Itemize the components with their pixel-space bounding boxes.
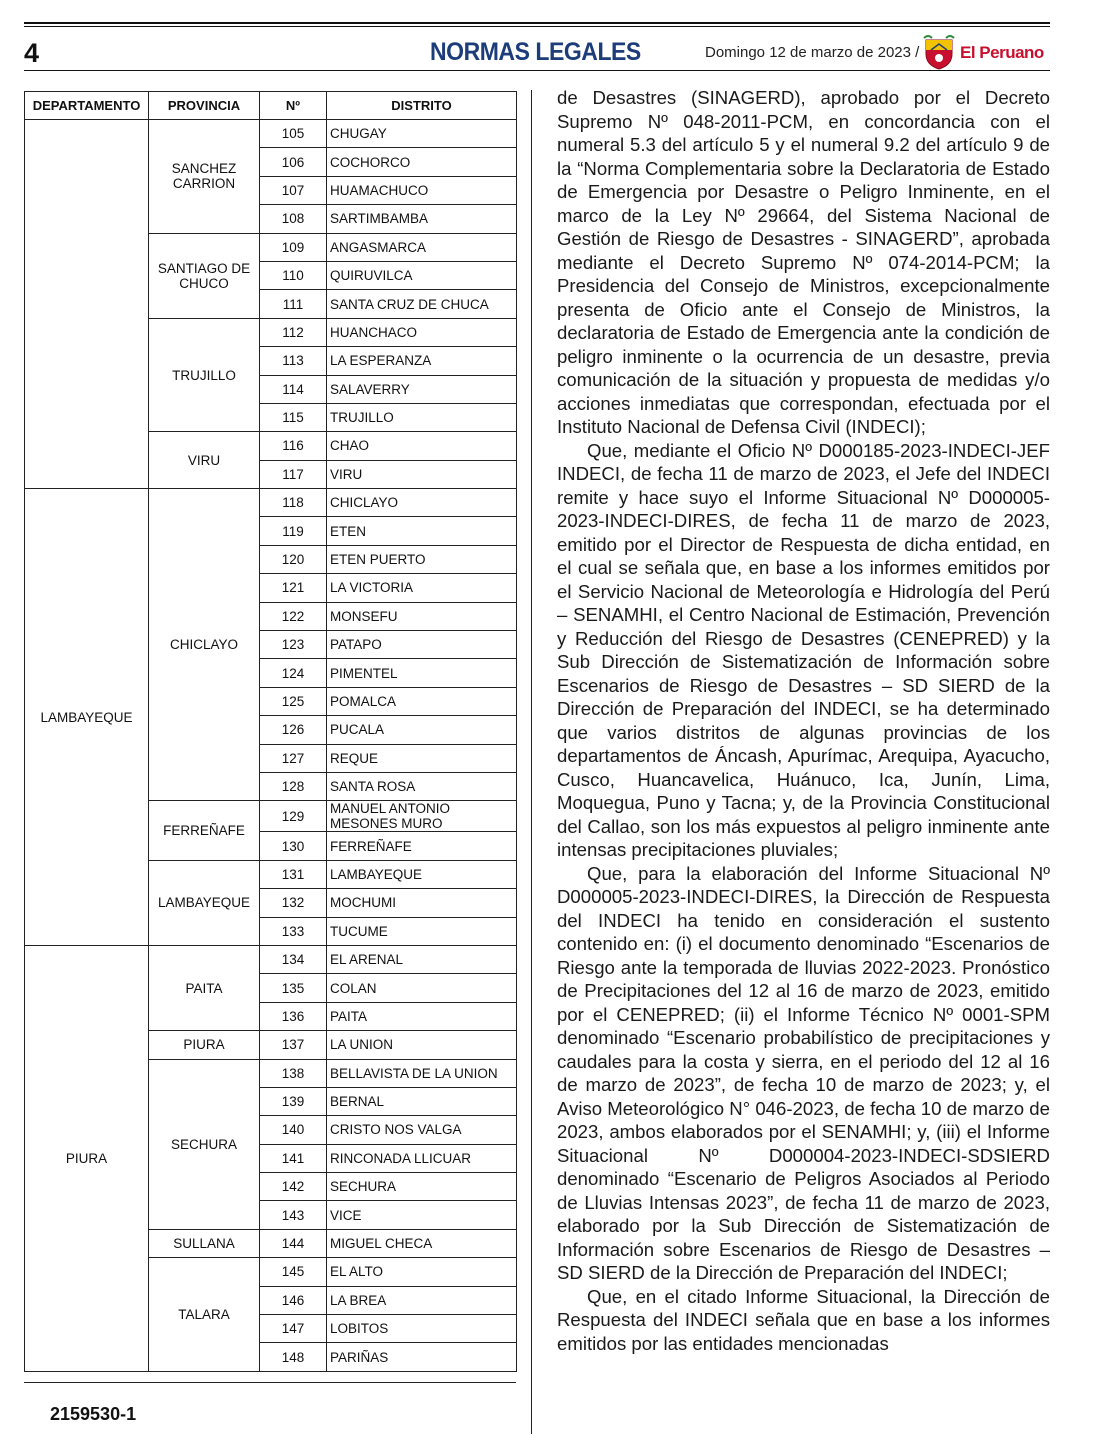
district-number: 144	[260, 1229, 327, 1257]
table-bottom-rule	[24, 1382, 516, 1383]
district-number: 135	[260, 974, 327, 1002]
district-number: 140	[260, 1116, 327, 1144]
table-row	[25, 120, 517, 148]
district-number: 145	[260, 1258, 327, 1286]
district-name: COCHORCO	[327, 148, 517, 176]
district-number: 137	[260, 1031, 327, 1059]
districts-table	[24, 91, 517, 1372]
district-name: REQUE	[327, 744, 517, 772]
district-number: 127	[260, 744, 327, 772]
article-paragraph: de Desastres (SINAGERD), aprobado por el Decreto Supremo Nº 048-2011-PCM, en concordancia con el numeral 5.3 del artículo 5 y el numeral 9.2 del artículo 9 de la “Norma Complementaria sobre la Declaratoria de Estado de Emergencia por Desastre o Peligro Inminente, en el marco de la Ley Nº 29664, del Sistema Nacional de Gestión de Riesgo de Desastres - SINAGERD”, aprobada mediante el Decreto Supremo Nº 074-2014-PCM; la Presidencia del Consejo de Ministros, excepcionalmente presenta de Oficio ante el Consejo de Ministros, la declaratoria de Estado de Emergencia ante la condición de peligro inminente o la ocurrencia de un desastre, previa comunicación de la situación y propuesta de medidas y/o acciones inmediatas que correspondan, efectuada por el Instituto Nacional de Defensa Civil (INDECI);	[557, 87, 1050, 437]
table-header-row	[25, 92, 517, 120]
district-number: 108	[260, 205, 327, 233]
district-number: 139	[260, 1087, 327, 1115]
province-cell: PAITA	[149, 945, 260, 1030]
district-number: 128	[260, 772, 327, 800]
district-number: 117	[260, 460, 327, 488]
district-number: 113	[260, 347, 327, 375]
district-name: SARTIMBAMBA	[327, 205, 517, 233]
district-name: BELLAVISTA DE LA UNION	[327, 1059, 517, 1087]
header-rule	[24, 70, 1050, 71]
district-name: ANGASMARCA	[327, 233, 517, 261]
district-number: 115	[260, 403, 327, 431]
district-name: EL ALTO	[327, 1258, 517, 1286]
district-number: 112	[260, 318, 327, 346]
district-number: 131	[260, 860, 327, 888]
province-cell: SECHURA	[149, 1059, 260, 1229]
district-name: HUANCHACO	[327, 318, 517, 346]
department-cell	[25, 120, 149, 489]
coat-of-arms-icon	[922, 34, 956, 70]
district-name: PUCALA	[327, 716, 517, 744]
district-number: 141	[260, 1144, 327, 1172]
district-name: LA BREA	[327, 1286, 517, 1314]
district-name: LA UNION	[327, 1031, 517, 1059]
district-number: 106	[260, 148, 327, 176]
district-name: LA VICTORIA	[327, 574, 517, 602]
district-number: 116	[260, 432, 327, 460]
district-number: 147	[260, 1315, 327, 1343]
district-name: TRUJILLO	[327, 403, 517, 431]
district-name: CHICLAYO	[327, 489, 517, 517]
district-number: 126	[260, 716, 327, 744]
province-cell: LAMBAYEQUE	[149, 860, 260, 945]
district-name: COLAN	[327, 974, 517, 1002]
district-name: MANUEL ANTONIO MESONES MURO	[327, 801, 517, 832]
district-number: 146	[260, 1286, 327, 1314]
province-cell: VIRU	[149, 432, 260, 489]
district-number: 122	[260, 602, 327, 630]
district-name: LA ESPERANZA	[327, 347, 517, 375]
province-cell: PIURA	[149, 1031, 260, 1059]
district-name: ETEN PUERTO	[327, 545, 517, 573]
district-number: 118	[260, 489, 327, 517]
district-name: PATAPO	[327, 631, 517, 659]
department-cell: LAMBAYEQUE	[25, 489, 149, 946]
issue-date: Domingo 12 de marzo de 2023 /	[705, 44, 920, 61]
district-name: CHUGAY	[327, 120, 517, 148]
district-name: PAITA	[327, 1002, 517, 1030]
district-number: 130	[260, 832, 327, 860]
district-number: 136	[260, 1002, 327, 1030]
district-name: CHAO	[327, 432, 517, 460]
district-number: 105	[260, 120, 327, 148]
publication-title: NORMAS LEGALES	[430, 38, 641, 66]
district-number: 138	[260, 1059, 327, 1087]
header-numero: Nº	[260, 92, 327, 120]
district-number: 142	[260, 1173, 327, 1201]
province-cell: SANTIAGO DE CHUCO	[149, 233, 260, 318]
article-paragraph: Que, mediante el Oficio Nº D000185-2023-INDECI-JEF INDECI, de fecha 11 de marzo de 2023, el Jefe del INDECI remite y hace suyo el Informe Situacional Nº D000005-2023-INDECI-DIRES, de fecha 11 de marzo de 2023, emitido por el Director de Respuesta de dicha entidad, en el cual se señala que, en base a los informes emitidos por el Servicio Nacional de Meteorología e Hidrología del Perú – SENAMHI, el Centro Nacional de Estimación, Prevención y Reducción del Riesgo de Desastres (CENEPRED) y la Sub Dirección de Sistematización de Información sobre Escenarios de Riesgo de Desastres – SD SIERD de la Dirección de Preparación del INDECI, se ha determinado que varios distritos de algunas provincias de los departamentos de Áncash, Apurímac, Arequipa, Ayacucho, Cusco, Huancavelica, Huánuco, Ica, Junín, Lima, Moquegua, Puno y Tacna; y, de la Provincia Constitucional del Callao, son los más expuestos al peligro inminente ante intensas precipitaciones pluviales;	[557, 439, 1050, 860]
header-distrito: DISTRITO	[327, 92, 517, 120]
district-name: RINCONADA LLICUAR	[327, 1144, 517, 1172]
district-number: 121	[260, 574, 327, 602]
district-name: BERNAL	[327, 1087, 517, 1115]
district-name: MONSEFU	[327, 602, 517, 630]
province-cell: CHICLAYO	[149, 489, 260, 801]
district-name: CRISTO NOS VALGA	[327, 1116, 517, 1144]
top-rule	[24, 22, 1050, 24]
article-paragraph: Que, para la elaboración del Informe Situacional Nº D000005-2023-INDECI-DIRES, la Dirección de Respuesta del INDECI ha tenido en consideración el sustento contenido en: (i) el documento denominado “Escenarios de Riesgo ante la temporada de lluvias 2022-2023. Pronóstico de Precipitaciones del 12 al 16 de marzo de 2023, emitido por el CENEPRED; (ii) el Informe Técnico Nº 0001-SPM denominado “Escenario probabilístico de precipitaciones y caudales para la costa y sierra, en el periodo del 12 al 16 de marzo de 2023”, de fecha 10 de marzo de 2023; y, el Aviso Meteorológico N° 046-2023, de fecha 10 de marzo de 2023, ambos elaborados por el SENAMHI; y, (iii) el Informe Situacional Nº D000004-2023-INDECI-SDSIERD denominado “Escenario de Peligros Asociados al Periodo de Lluvias Intensas 2023”, de fecha 11 de marzo de 2023, elaborado por la Sub Dirección de Sistematización de Información sobre Escenarios de Riesgo de Desastres – SD SIERD de la Dirección de Preparación del INDECI;	[557, 862, 1050, 1283]
district-name: ETEN	[327, 517, 517, 545]
district-number: 134	[260, 945, 327, 973]
district-number: 133	[260, 917, 327, 945]
district-name: TUCUME	[327, 917, 517, 945]
district-number: 111	[260, 290, 327, 318]
district-name: VICE	[327, 1201, 517, 1229]
district-name: SANTA CRUZ DE CHUCA	[327, 290, 517, 318]
page-number: 4	[24, 38, 40, 68]
province-cell: TALARA	[149, 1258, 260, 1372]
district-name: PIMENTEL	[327, 659, 517, 687]
district-number: 110	[260, 261, 327, 289]
district-name: SANTA ROSA	[327, 772, 517, 800]
brand-name: El Peruano	[960, 43, 1044, 62]
province-cell: SULLANA	[149, 1229, 260, 1257]
district-name: LOBITOS	[327, 1315, 517, 1343]
district-number: 114	[260, 375, 327, 403]
top-rule-thin	[24, 26, 1050, 27]
district-name: SECHURA	[327, 1173, 517, 1201]
district-number: 148	[260, 1343, 327, 1371]
district-name: MIGUEL CHECA	[327, 1229, 517, 1257]
district-number: 123	[260, 631, 327, 659]
district-number: 120	[260, 545, 327, 573]
column-divider	[531, 90, 532, 1434]
district-name: HUAMACHUCO	[327, 176, 517, 204]
province-cell: FERREÑAFE	[149, 801, 260, 860]
publication-code: 2159530-1	[50, 1404, 137, 1424]
district-name: POMALCA	[327, 687, 517, 715]
department-cell: PIURA	[25, 945, 149, 1371]
district-number: 132	[260, 889, 327, 917]
district-name: SALAVERRY	[327, 375, 517, 403]
article-paragraph: Que, en el citado Informe Situacional, la Dirección de Respuesta del INDECI señala que en base a los informes emitidos por las entidades mencionadas	[557, 1285, 1050, 1354]
district-name: QUIRUVILCA	[327, 261, 517, 289]
table-row	[25, 945, 517, 973]
header-provincia: PROVINCIA	[149, 92, 260, 120]
district-name: EL ARENAL	[327, 945, 517, 973]
district-number: 129	[260, 801, 327, 832]
district-name: LAMBAYEQUE	[327, 860, 517, 888]
province-cell: TRUJILLO	[149, 318, 260, 432]
district-name: FERREÑAFE	[327, 832, 517, 860]
table-row	[25, 489, 517, 517]
district-name: VIRU	[327, 460, 517, 488]
header-departamento: DEPARTAMENTO	[25, 92, 149, 120]
district-number: 124	[260, 659, 327, 687]
district-name: PARIÑAS	[327, 1343, 517, 1371]
province-cell: SANCHEZ CARRION	[149, 120, 260, 234]
district-name: MOCHUMI	[327, 889, 517, 917]
district-number: 119	[260, 517, 327, 545]
district-number: 107	[260, 176, 327, 204]
district-number: 109	[260, 233, 327, 261]
district-number: 143	[260, 1201, 327, 1229]
district-number: 125	[260, 687, 327, 715]
article-body	[557, 86, 1050, 1355]
